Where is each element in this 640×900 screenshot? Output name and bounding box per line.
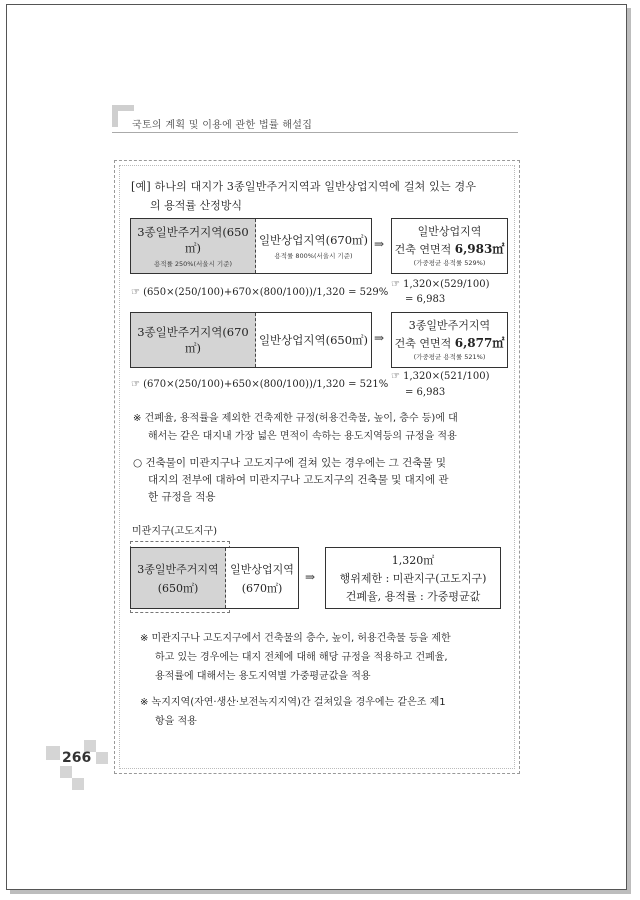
note4-line2: 항을 적용 <box>155 716 197 727</box>
case1-formula: ☞ (650×(250/100)+670×(800/100))/1,320 = 529% <box>131 287 389 298</box>
case2-left-zone-label: 3종일반주거지역(670㎡) <box>137 325 249 355</box>
case2-left-zone <box>131 313 256 367</box>
case2-calc-line1: ☞ 1,320×(521/100) <box>391 371 490 382</box>
case3-left-zone-area: (650㎡) <box>157 581 199 595</box>
note2-line3: 한 규정을 적용 <box>148 491 216 503</box>
case1-result-box <box>391 218 508 274</box>
note1-line1: ※ 건폐율, 용적률을 제외한 건축제한 규정(허용건축물, 높이, 층수 등)에 대 <box>133 413 458 424</box>
case2-arrow: ⇒ <box>374 331 385 345</box>
corner-decoration <box>112 105 134 127</box>
note3-line2: 하고 있는 경우에는 대지 전체에 대해 해당 규정을 적용하고 건폐율, <box>155 652 448 663</box>
case1-right-zone-sub: 용적률 800%(서울시 기준) <box>274 252 353 260</box>
case2-zone-diagram <box>130 312 372 368</box>
case1-right-zone <box>256 219 371 273</box>
case1-result-title: 일반상업지역 <box>417 225 482 238</box>
district-label: 미관지구(고도지구) <box>132 526 218 537</box>
case2-right-zone <box>256 313 371 367</box>
note3-line1: ※ 미관지구나 고도지구에서 건축물의 층수, 높이, 허용건축물 등을 제한 <box>140 633 451 644</box>
case2-result-title: 3종일반주거지역 <box>408 319 491 332</box>
case3-result-area: 1,320㎡ <box>391 554 435 567</box>
case3-left-zone <box>131 548 226 608</box>
case1-left-zone-sub: 용적률 250%(서울시 기준) <box>153 260 233 268</box>
header-rule <box>112 132 518 133</box>
page-deco-square <box>72 778 84 790</box>
case2-calc-line2: = 6,983 <box>405 387 446 398</box>
example-title-line1: [예] 하나의 대지가 3종일반주거지역과 일반상업지역에 걸쳐 있는 경우 <box>131 180 477 193</box>
case2-result-line <box>392 334 507 351</box>
case1-result-value: 6,983㎡ <box>454 242 505 256</box>
case1-calc-line1: ☞ 1,320×(529/100) <box>391 279 490 290</box>
case2-result-box <box>391 312 508 368</box>
page-deco-square <box>60 766 72 778</box>
case3-result-restriction: 행위제한 : 미관지구(고도지구) <box>339 572 487 585</box>
case1-arrow: ⇒ <box>374 237 385 251</box>
note2-line2: 대지의 전부에 대하여 미관지구나 고도지구의 건축물 및 대지에 관 <box>148 474 449 486</box>
case3-result-ratio: 건폐율, 용적률 : 가중평균값 <box>345 590 481 603</box>
case2-result-value: 6,877㎡ <box>454 336 505 350</box>
case3-right-zone-area: (670㎡) <box>241 581 283 595</box>
case3-result-box <box>325 547 501 609</box>
case1-calc-line2: = 6,983 <box>405 294 446 305</box>
case3-left-zone-label: 3종일반주거지역 <box>137 562 219 576</box>
case2-result-note: (가중평균 용적률 521%) <box>413 353 486 361</box>
case1-left-zone <box>131 219 256 273</box>
page-number: 266 <box>62 750 92 766</box>
case3-zone-diagram <box>130 547 299 609</box>
case1-left-zone-label: 3종일반주거지역(650㎡) <box>137 225 249 255</box>
case3-arrow: ⇒ <box>305 570 316 584</box>
note4-line1: ※ 녹지지역(자연·생산·보전녹지지역)간 걸쳐있을 경우에는 같은조 제1 <box>140 697 446 708</box>
case1-result-note: (가중평균 용적률 529%) <box>413 259 486 267</box>
case2-result-label: 건축 연면적 <box>394 337 452 350</box>
note1-line2: 해서는 같은 대지내 가장 넓은 면적이 속하는 용도지역등의 규정을 적용 <box>148 431 457 442</box>
example-title-line2: 의 용적률 산정방식 <box>150 199 243 212</box>
page-deco-square <box>96 752 108 764</box>
case2-formula: ☞ (670×(250/100)+650×(800/100))/1,320 = 521% <box>131 379 389 390</box>
note2-line1: ○ 건축물이 미관지구나 고도지구에 걸쳐 있는 경우에는 그 건축물 및 <box>133 457 447 469</box>
case1-zone-diagram <box>130 218 372 274</box>
note3-line3: 용적률에 대해서는 용도지역별 가중평균값을 적용 <box>155 671 371 682</box>
case1-result-line <box>392 240 507 257</box>
case1-result-label: 건축 연면적 <box>394 243 452 256</box>
case3-right-zone-label: 일반상업지역 <box>230 562 294 576</box>
case3-right-zone <box>226 548 298 608</box>
case2-right-zone-label: 일반상업지역(650㎡) <box>258 333 369 347</box>
running-header: 국토의 계획 및 이용에 관한 법률 해설집 <box>132 120 313 131</box>
case1-right-zone-label: 일반상업지역(670㎡) <box>258 233 369 247</box>
page-deco-square <box>46 746 60 760</box>
